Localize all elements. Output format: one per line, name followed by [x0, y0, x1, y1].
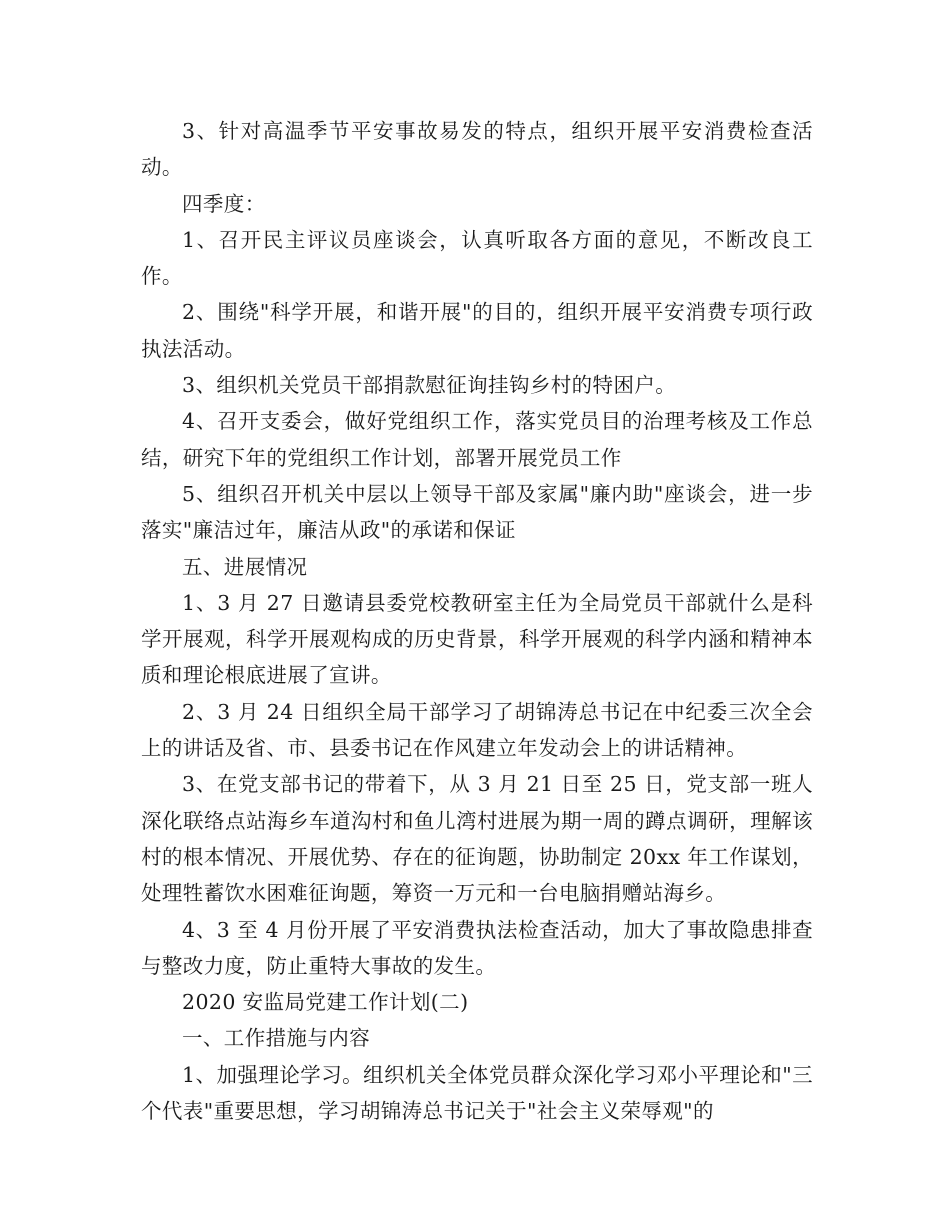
paragraph-progress-item4: 4、3 至 4 月份开展了平安消费执法检查活动，加大了事故隐患排查与整改力度，防止重特大事故的发生。: [141, 917, 813, 978]
paragraph-q4-item5: 5、组织召开机关中层以上领导干部及家属"廉内助"座谈会，进一步落实"廉洁过年，廉洁从政"的承诺和保证: [141, 481, 813, 543]
paragraph-q4-item2: 2、围绕"科学开展，和谐开展"的目的，组织开展平安消费专项行政执法活动。: [141, 300, 813, 361]
heading-progress: 五、进展情况: [182, 554, 308, 579]
section-title-plan-two: 2020 安监局党建工作计划(二): [182, 990, 469, 1015]
paragraph-progress-item2: 2、3 月 24 日组织全局干部学习了胡锦涛总书记在中纪委三次全会上的讲话及省、市、县委书记在作风建立年发动会上的讲话精神。: [141, 699, 813, 761]
paragraph-q4-item1: 1、召开民主评议员座谈会，认真听取各方面的意见，不断改良工作。: [141, 227, 813, 289]
paragraph-measures-item1: 1、加强理论学习。组织机关全体党员群众深化学习邓小平理论和"三个代表"重要思想，学习胡锦涛总书记关于"社会主义荣辱观"的: [141, 1062, 813, 1124]
paragraph-q3-item3: 3、针对高温季节平安事故易发的特点，组织开展平安消费检查活动。: [141, 119, 813, 180]
paragraph-q4-item3: 3、组织机关党员干部捐款慰征询挂钩乡村的特困户。: [182, 373, 677, 398]
paragraph-progress-item1: 1、3 月 27 日邀请县委党校教研室主任为全局党员干部就什么是科学开展观，科学开展观构成的历史背景，科学开展观的科学内涵和精神本质和理论根底进展了宣讲。: [141, 590, 813, 688]
paragraph-progress-item3: 3、在党支部书记的带着下，从 3 月 21 日至 25 日，党支部一班人深化联络点站海乡车道沟村和鱼儿湾村进展为期一周的蹲点调研，理解该村的根本情况、开展优势、存在的征询题，协助制定 20xx 年工作谋划，处理牲蓄饮水困难征询题，筹资一万元和一台电脑捐赠站海乡。: [141, 772, 813, 906]
paragraph-q4-item4: 4、召开支委会，做好党组织工作，落实党员目的治理考核及工作总结，研究下年的党组织工作计划，部署开展党员工作: [141, 409, 813, 470]
heading-q4: 四季度：: [182, 191, 266, 216]
heading-measures: 一、工作措施与内容: [182, 1026, 371, 1051]
document-body: [141, 113, 813, 1129]
